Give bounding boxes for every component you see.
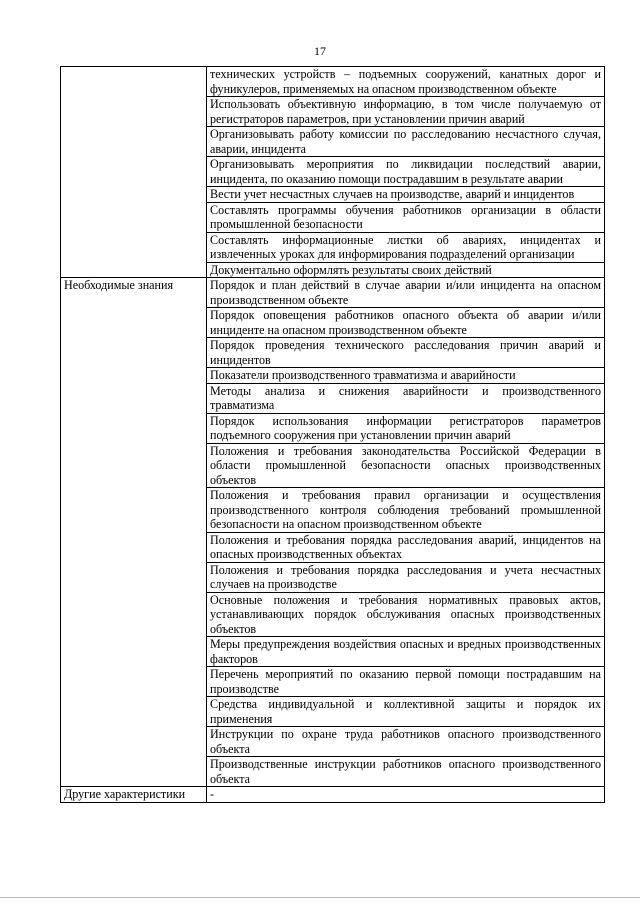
table-cell: Положения и требования порядка расследования и учета несчастных случаев на производстве <box>207 562 605 592</box>
table-cell: Перечень мероприятий по оказанию первой помощи пострадавшим на производстве <box>207 667 605 697</box>
table-cell: технических устройств – подъемных сооружений, канатных дорог и фуникулеров, применяемых на опасном производственном объекте <box>207 67 605 97</box>
table-cell: Использовать объективную информацию, в том числе получаемую от регистраторов параметров, при установлении причин аварий <box>207 97 605 127</box>
table-cell: Основные положения и требования нормативных правовых актов, устанавливающих порядок обслуживания опасных производственных объектов <box>207 592 605 637</box>
table-cell: Положения и требования законодательства Российской Федерации в области промышленной безопасности опасных производственных объектов <box>207 443 605 488</box>
table-cell: Порядок использования информации регистраторов параметров подъемного сооружения при установлении причин аварий <box>207 413 605 443</box>
section-label: Другие характеристики <box>61 787 207 803</box>
table-cell: Составлять информационные листки об авариях, инцидентах и извлеченных уроках для информирования подразделений организации <box>207 232 605 262</box>
table-cell: Меры предупреждения воздействия опасных и вредных производственных факторов <box>207 637 605 667</box>
table-cell: Вести учет несчастных случаев на производстве, аварий и инцидентов <box>207 187 605 203</box>
table-cell: Средства индивидуальной и коллективной защиты и порядок их применения <box>207 697 605 727</box>
table-cell: Организовывать работу комиссии по расследованию несчастного случая, аварии, инцидента <box>207 127 605 157</box>
table-cell: Методы анализа и снижения аварийности и производственного травматизма <box>207 383 605 413</box>
table-row <box>61 278 605 308</box>
table-cell: Порядок проведения технического расследования причин аварий и инцидентов <box>207 338 605 368</box>
table-cell: Положения и требования правил организации и осуществления производственного контроля соблюдения требований промышленной безопасности на опасном производственном объекте <box>207 488 605 533</box>
page-bottom-edge <box>0 897 640 898</box>
table-row <box>61 787 605 803</box>
table-cell: Инструкции по охране труда работников опасного производственного объекта <box>207 727 605 757</box>
table-cell: - <box>207 787 605 803</box>
competency-table <box>60 66 605 803</box>
section-label <box>61 67 207 278</box>
table-cell: Показатели производственного травматизма и аварийности <box>207 368 605 384</box>
table-cell: Организовывать мероприятия по ликвидации последствий аварии, инцидента, по оказанию помощи пострадавшим в результате аварии <box>207 157 605 187</box>
table-cell: Положения и требования порядка расследования аварий, инцидентов на опасных производственных объектах <box>207 532 605 562</box>
section-label: Необходимые знания <box>61 278 207 787</box>
table-row <box>61 67 605 97</box>
table-cell: Документально оформлять результаты своих действий <box>207 262 605 278</box>
table-cell: Порядок оповещения работников опасного объекта об аварии и/или инциденте на опасном производственном объекте <box>207 308 605 338</box>
table-cell: Составлять программы обучения работников организации в области промышленной безопасности <box>207 202 605 232</box>
table-cell: Порядок и план действий в случае аварии и/или инцидента на опасном производственном объекте <box>207 278 605 308</box>
page-number: 17 <box>314 44 326 58</box>
table-cell: Производственные инструкции работников опасного производственного объекта <box>207 757 605 787</box>
